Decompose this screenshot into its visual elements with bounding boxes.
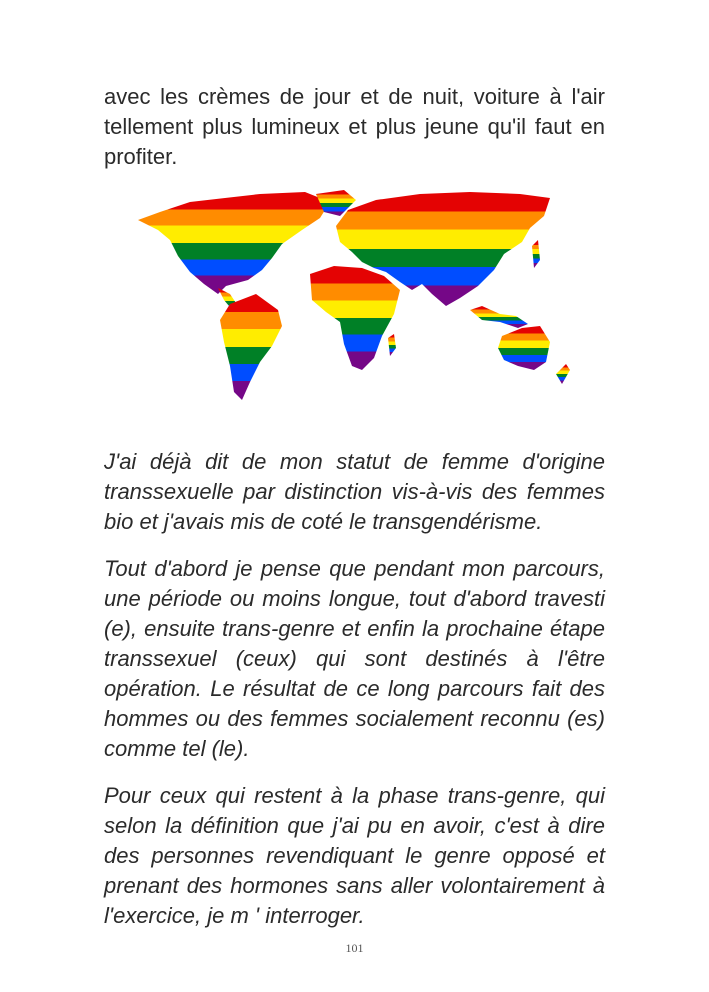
paragraph-1: J'ai déjà dit de mon statut de femme d'origine transsexuelle par distinction vis-à-vis des femmes bio et j'avais mis de coté le transgendérisme. — [104, 449, 605, 534]
rainbow-world-map-image — [130, 186, 600, 406]
continents — [138, 190, 570, 400]
page-number: 101 — [345, 941, 364, 955]
intro-paragraph: avec les crèmes de jour et de nuit, voiture à l'air tellement plus lumineux et plus jeune qu'il faut en profiter. — [104, 84, 605, 169]
paragraph-2: Tout d'abord je pense que pendant mon parcours, une période ou moins longue, tout d'abord travesti (e), ensuite trans-genre et enfin la prochaine étape transsexuel (ceux) qui sont destinés à l'être opération. Le résultat de ce long parcours fait des hommes ou des femmes socialement reconnu (es) comme tel (le). — [104, 556, 605, 761]
paragraph-3: Pour ceux qui restent à la phase trans-genre, qui selon la définition que j'ai pu en avoir, c'est à dire des personnes revendiquant le genre opposé et prenant des hormones sans aller volontairement à l'exercice, je m ' interroger. — [104, 783, 605, 928]
